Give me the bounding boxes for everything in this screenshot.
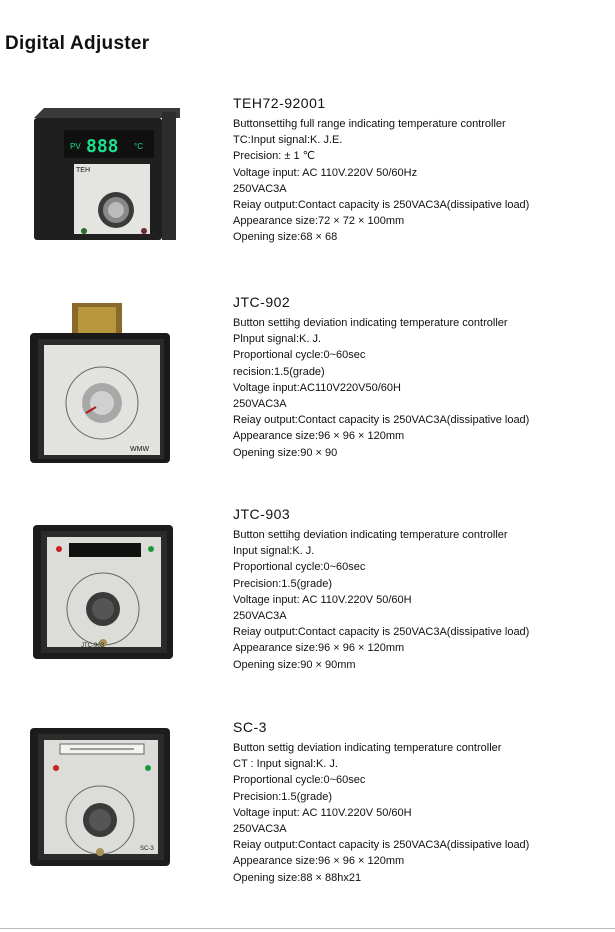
product-specs <box>233 505 529 673</box>
spec-line: Voltage input:AC110V220V50/60H <box>233 381 401 394</box>
page-title: Digital Adjuster <box>5 33 150 54</box>
product-image <box>30 728 176 872</box>
spec-line: Opening size:88 × 88hx21 <box>233 871 362 884</box>
product-image <box>34 104 180 244</box>
spec-line: Button settig deviation indicating temperature controller <box>233 742 502 754</box>
spec-line: Precision: ± 1 ℃ <box>233 150 315 163</box>
product-image <box>33 525 179 665</box>
spec-line: TC:Input signal:K. J.E. <box>233 134 343 147</box>
product-specs <box>233 293 529 461</box>
spec-line: Precision:1.5(grade) <box>233 790 333 803</box>
spec-line: CT : Input signal:K. J. <box>233 758 338 771</box>
spec-line: Proportional cycle:0~60sec <box>233 774 366 787</box>
spec-line: Appearance size:96 × 96 × 120mm <box>233 855 405 868</box>
pv-label: PV <box>70 142 81 151</box>
spec-line: 250VAC3A <box>233 398 287 411</box>
led-unit: °C <box>134 142 143 151</box>
spec-line: 250VAC3A <box>233 610 287 623</box>
footer-divider <box>0 928 615 929</box>
spec-line: Precision:1.5(grade) <box>233 577 333 590</box>
spec-line: Proportional cycle:0~60sec <box>233 349 366 362</box>
led-digits: 888 <box>86 136 119 157</box>
spec-line: Reiay output:Contact capacity is 250VAC3A(dissipative load) <box>233 414 530 427</box>
spec-line: Voltage input: AC 110V.220V 50/60H <box>233 806 412 819</box>
spec-line: Input signal:K. J. <box>233 545 315 558</box>
spec-line: Opening size:90 × 90mm <box>233 658 356 671</box>
device-label: SC-3 <box>140 846 154 852</box>
spec-line: recision:1.5(grade) <box>233 365 325 378</box>
spec-line: 250VAC3A <box>233 823 287 836</box>
spec-line: Appearance size:72 × 72 × 100mm <box>233 215 405 228</box>
device-label: TEH <box>76 167 90 174</box>
model-name: JTC-903 <box>233 506 291 522</box>
device-label: WMW <box>130 446 150 453</box>
spec-line: Buttonsettihg full range indicating temperature controller <box>233 118 506 130</box>
spec-line: Proportional cycle:0~60sec <box>233 561 366 574</box>
spec-line: Opening size:90 × 90 <box>233 446 338 459</box>
device-label: JTC-903 <box>81 643 105 649</box>
spec-line: Appearance size:96 × 96 × 120mm <box>233 430 405 443</box>
model-name: SC-3 <box>233 719 267 735</box>
spec-line: 250VAC3A <box>233 182 287 195</box>
spec-line: Opening size:68 × 68 <box>233 231 338 244</box>
spec-line: Voltage input: AC 110V.220V 50/60H <box>233 593 412 606</box>
spec-line: Reiay output:Contact capacity is 250VAC3A(dissipative load) <box>233 839 530 852</box>
model-name: JTC-902 <box>233 294 291 310</box>
spec-line: Reiay output:Contact capacity is 250VAC3A(dissipative load) <box>233 626 530 639</box>
product-specs <box>233 718 529 886</box>
spec-line: Voltage input: AC 110V.220V 50/60Hz <box>233 166 418 179</box>
spec-line: Button settihg deviation indicating temperature controller <box>233 529 508 541</box>
model-name: TEH72-92001 <box>233 95 326 111</box>
spec-line: Reiay output:Contact capacity is 250VAC3A(dissipative load) <box>233 199 530 212</box>
spec-line: Appearance size:96 × 96 × 120mm <box>233 642 405 655</box>
product-specs <box>233 94 529 246</box>
spec-line: Plnput signal:K. J. <box>233 333 322 346</box>
product-image <box>30 303 174 463</box>
spec-line: Button settihg deviation indicating temperature controller <box>233 317 508 329</box>
